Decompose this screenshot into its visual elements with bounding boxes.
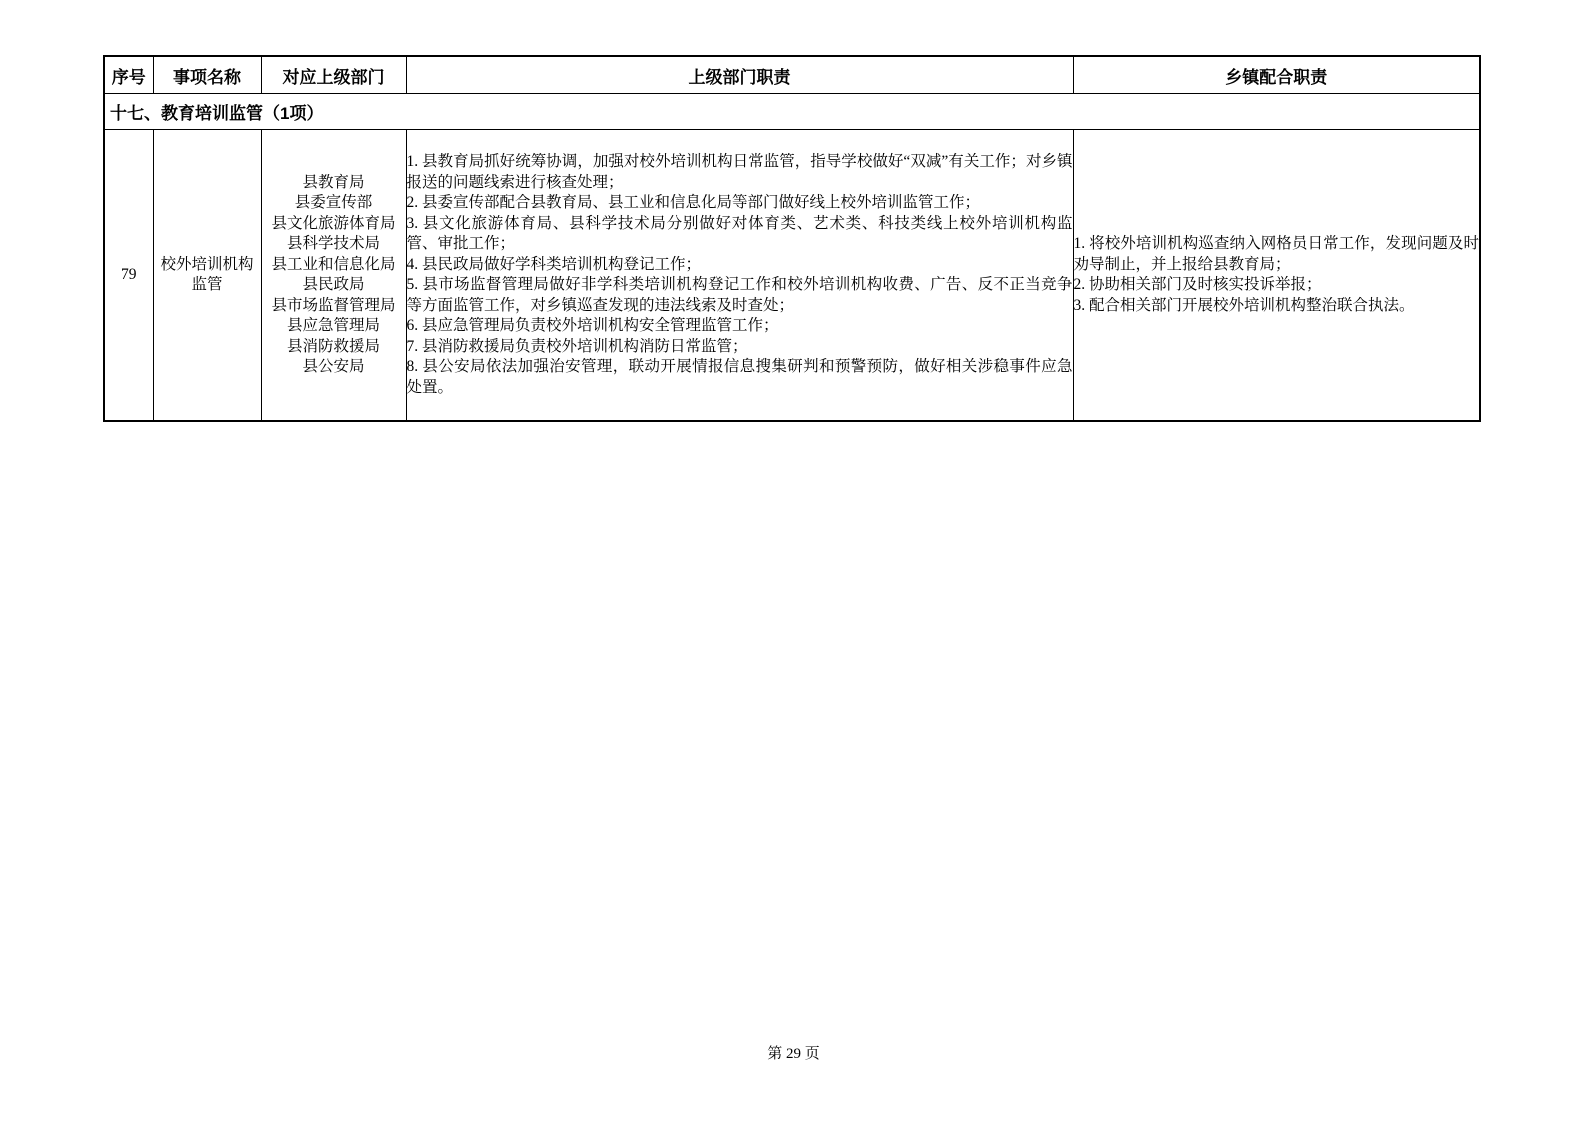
department-item: 县委宣传部 — [294, 194, 373, 211]
township-duty-item: 2. 协助相关部门及时核实投诉举报； — [1073, 276, 1322, 293]
page-number: 第 29 页 — [767, 1046, 820, 1062]
superior-duty-item: 3. 县文化旅游体育局、县科学技术局分别做好对体育类、艺术类、科技类线上校外培训机构监管、审批工作； — [406, 214, 1073, 252]
superior-duty-item: 4. 县民政局做好学科类培训机构登记工作； — [406, 255, 702, 273]
col-header-seq: 序号 — [104, 56, 153, 94]
table-row — [104, 130, 1480, 422]
department-item: 县教育局 — [302, 173, 365, 191]
table-header-row — [104, 56, 1480, 94]
department-item: 县应急管理局 — [286, 317, 380, 334]
section-title: 十七、教育培训监管（1项） — [104, 94, 1480, 130]
col-header-item-name: 事项名称 — [153, 56, 261, 94]
department-item: 县公安局 — [302, 358, 365, 375]
superior-duty-item: 8. 县公安局依法加强治安管理，联动开展情报信息搜集研判和预警预防，做好相关涉稳事件应急处置。 — [406, 358, 1073, 396]
col-header-superior-dept: 对应上级部门 — [261, 56, 406, 94]
cell-township-duties — [1073, 130, 1480, 422]
responsibility-table — [103, 55, 1481, 422]
col-header-township-duties: 乡镇配合职责 — [1073, 56, 1480, 94]
superior-duty-item: 2. 县委宣传部配合县教育局、县工业和信息化局等部门做好线上校外培训监管工作； — [406, 194, 981, 211]
cell-superior-duties — [406, 130, 1073, 422]
department-item: 县文化旅游体育局 — [271, 214, 396, 232]
col-header-superior-duties: 上级部门职责 — [406, 56, 1073, 94]
superior-duty-item: 6. 县应急管理局负责校外培训机构安全管理监管工作； — [406, 317, 779, 334]
department-item: 县市场监督管理局 — [271, 296, 396, 314]
superior-duty-item: 1. 县教育局抓好统筹协调，加强对校外培训机构日常监管，指导学校做好“双减”有关工作；对乡镇报送的问题线索进行核查处理； — [406, 153, 1073, 191]
cell-item-name: 校外培训机构监管 — [153, 130, 261, 422]
department-item: 县工业和信息化局 — [271, 255, 396, 273]
department-item: 县民政局 — [302, 276, 365, 293]
superior-duty-item: 5. 县市场监督管理局做好非学科类培训机构登记工作和校外培训机构收费、广告、反不正当竞争等方面监管工作，对乡镇巡查发现的违法线索及时查处； — [406, 276, 1073, 314]
township-duty-item: 3. 配合相关部门开展校外培训机构整治联合执法。 — [1073, 296, 1415, 314]
cell-superior-departments — [261, 130, 406, 422]
department-item: 县科学技术局 — [286, 235, 380, 252]
section-header-row — [104, 94, 1480, 130]
department-item: 县消防救援局 — [286, 337, 380, 355]
township-duty-item: 1. 将校外培训机构巡查纳入网格员日常工作，发现问题及时劝导制止，并上报给县教育局； — [1073, 235, 1479, 273]
superior-duty-item: 7. 县消防救援局负责校外培训机构消防日常监管； — [406, 337, 748, 355]
cell-seq-number: 79 — [104, 130, 153, 422]
